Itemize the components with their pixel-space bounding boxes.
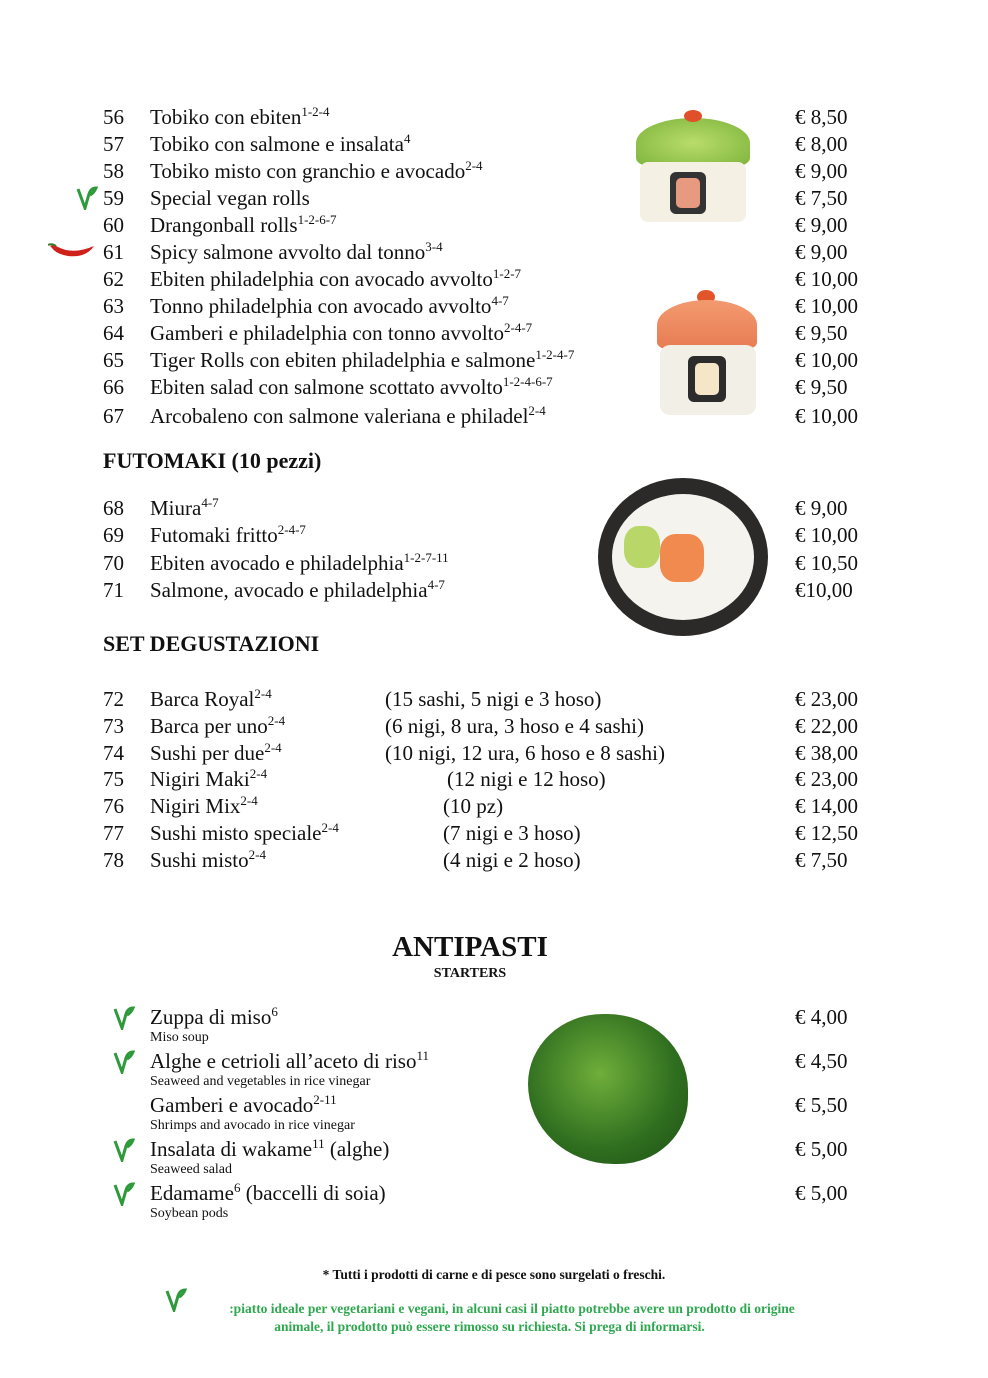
item-name-wrap <box>150 1180 386 1209</box>
item-name: Ebiten philadelphia con avocado avvolto <box>150 267 493 291</box>
allergen-codes: 1-2-6-7 <box>297 212 337 227</box>
item-name-wrap <box>150 713 285 742</box>
item-english-name: Seaweed salad <box>150 1162 233 1177</box>
vegan-legend-line-2: animale, il prodotto può essere rimosso su richiesta. Si prega di informarsi. <box>274 1319 705 1334</box>
item-english-name: Miso soup <box>150 1030 209 1045</box>
item-number: 76 <box>103 794 124 819</box>
item-number: 72 <box>103 687 124 711</box>
item-price: € 10,00 <box>795 348 858 372</box>
antipasti-heading: ANTIPASTI <box>392 931 548 963</box>
item-price: € 9,00 <box>795 213 848 237</box>
allergen-codes: 3-4 <box>425 239 443 254</box>
item-name-wrap <box>150 793 258 822</box>
item-name-wrap <box>150 550 449 579</box>
item-number: 69 <box>103 523 124 548</box>
item-price: € 22,00 <box>795 713 858 738</box>
menu-item-row <box>0 239 988 265</box>
item-price: € 9,50 <box>795 375 848 399</box>
menu-item-row <box>0 686 988 712</box>
allergen-codes: 2-4 <box>249 766 268 782</box>
item-name-extra: (alghe) <box>324 1137 390 1161</box>
item-number: 75 <box>103 767 124 792</box>
menu-item-row <box>0 266 988 292</box>
item-name: Tobiko misto con granchio e avocado <box>150 159 466 183</box>
item-price: € 7,50 <box>795 847 848 872</box>
item-number: 78 <box>103 847 124 872</box>
menu-item-row <box>0 185 988 211</box>
item-detail: (6 nigi, 8 ura, 3 hoso e 4 sashi) <box>385 713 644 738</box>
menu-item-row <box>0 550 988 576</box>
allergen-codes: 6 <box>233 1180 241 1195</box>
menu-item-row <box>0 793 988 819</box>
menu-item-row <box>0 403 988 429</box>
item-number: 65 <box>103 348 124 372</box>
allergen-codes: 2-4 <box>321 820 339 835</box>
item-name-wrap <box>150 1004 278 1033</box>
vegan-leaf-icon <box>113 1050 135 1074</box>
allergen-codes: 2-11 <box>313 1092 337 1107</box>
item-english-name: Soybean pods <box>150 1206 229 1221</box>
item-number: 70 <box>103 550 124 575</box>
item-price: € 9,00 <box>795 159 848 183</box>
allergen-codes: 4-7 <box>201 495 219 510</box>
item-price: € 8,50 <box>795 105 848 129</box>
item-detail: (10 pz) <box>443 794 504 819</box>
starters-subheading: STARTERS <box>433 966 507 981</box>
item-price: € 7,50 <box>795 186 848 210</box>
menu-item-row <box>0 374 988 400</box>
item-name: Nigiri Maki <box>150 767 250 792</box>
item-detail: (12 nigi e 12 hoso) <box>447 767 606 792</box>
item-number: 57 <box>103 132 124 156</box>
item-number: 77 <box>103 821 124 845</box>
item-name-wrap <box>150 374 553 403</box>
vegan-leaf-icon <box>113 1182 135 1206</box>
menu-item-row <box>0 158 988 184</box>
item-name: Alghe e cetrioli all’aceto di riso <box>150 1049 417 1073</box>
item-name-wrap <box>150 403 546 432</box>
allergen-codes: 6 <box>271 1004 278 1019</box>
item-name-wrap <box>150 577 445 606</box>
item-name-wrap <box>150 495 219 524</box>
menu-item-row <box>0 522 988 548</box>
item-name: Salmone, avocado e philadelphia <box>150 578 428 603</box>
futomaki-heading: FUTOMAKI (10 pezzi) <box>103 448 322 473</box>
item-number: 67 <box>103 404 124 428</box>
item-price: €10,00 <box>795 578 853 603</box>
item-number: 73 <box>103 713 124 738</box>
item-name: Nigiri Mix <box>150 794 241 819</box>
item-name-wrap <box>150 522 306 551</box>
item-price: € 10,50 <box>795 550 858 575</box>
footer-note: * Tutti i prodotti di carne e di pesce sono surgelati o freschi. <box>322 1267 666 1282</box>
item-name: Sushi misto <box>150 847 249 872</box>
item-name: Tiger Rolls con ebiten philadelphia e salmone <box>150 348 536 372</box>
allergen-codes: 2-4 <box>465 158 483 173</box>
allergen-codes: 4-7 <box>427 577 445 593</box>
menu-item-row <box>0 495 988 521</box>
item-name-wrap <box>150 740 282 769</box>
item-name-wrap <box>150 293 509 322</box>
allergen-codes: 1-2-4 <box>301 104 330 119</box>
item-name: Sushi per due <box>150 740 265 765</box>
item-name-wrap <box>150 131 410 160</box>
item-number: 64 <box>103 321 124 345</box>
menu-item-row <box>0 320 988 346</box>
allergen-codes: 2-4 <box>248 846 266 862</box>
item-english-name: Seaweed and vegetables in rice vinegar <box>150 1074 371 1089</box>
item-name: Tobiko con ebiten <box>150 105 302 129</box>
item-english-name: Shrimps and avocado in rice vinegar <box>150 1118 355 1133</box>
allergen-codes: 1-2-7-11 <box>403 549 449 565</box>
item-name-wrap <box>150 686 272 715</box>
item-price: € 4,00 <box>795 1005 848 1029</box>
item-number: 74 <box>103 740 124 765</box>
allergen-codes: 2-4 <box>264 739 282 755</box>
item-name: Gamberi e avocado <box>150 1093 314 1117</box>
item-price: € 5,50 <box>795 1093 848 1117</box>
item-price: € 10,00 <box>795 404 858 428</box>
item-name: Tobiko con salmone e insalata <box>150 132 404 156</box>
item-name: Ebiten salad con salmone scottato avvolto <box>150 375 503 399</box>
item-name: Miura <box>150 496 202 520</box>
allergen-codes: 2-4 <box>528 403 546 418</box>
item-price: € 5,00 <box>795 1181 848 1205</box>
menu-item-row <box>0 1004 988 1030</box>
item-name-wrap <box>150 347 574 376</box>
item-name: Drangonball rolls <box>150 213 298 237</box>
menu-item-row <box>0 1180 988 1206</box>
item-number: 63 <box>103 294 124 318</box>
allergen-codes: 4-7 <box>491 293 509 308</box>
item-number: 66 <box>103 375 124 399</box>
item-name: Edamame <box>150 1181 234 1205</box>
item-price: € 12,50 <box>795 821 858 845</box>
item-name-wrap <box>150 158 483 187</box>
vegan-leaf-icon <box>113 1138 135 1162</box>
allergen-codes: 4 <box>403 131 411 146</box>
allergen-codes: 2-4-7 <box>277 522 306 538</box>
item-name: Futomaki fritto <box>150 523 278 548</box>
item-name-wrap <box>150 320 532 349</box>
allergen-codes: 2-4-7 <box>504 320 533 335</box>
item-name-wrap <box>150 1048 429 1077</box>
menu-item-row <box>0 1048 988 1074</box>
item-number: 56 <box>103 105 124 129</box>
item-name-wrap <box>150 820 339 849</box>
item-name: Barca per uno <box>150 713 268 738</box>
item-name-wrap <box>150 239 443 268</box>
item-price: € 9,50 <box>795 321 848 345</box>
vegan-leaf-icon <box>76 186 98 210</box>
item-name: Sushi misto speciale <box>150 821 322 845</box>
chili-pepper-icon <box>48 243 96 259</box>
item-price: € 23,00 <box>795 687 858 711</box>
item-name-wrap <box>150 266 521 295</box>
item-number: 60 <box>103 213 124 237</box>
item-name-wrap <box>150 185 310 211</box>
item-name: Tonno philadelphia con avocado avvolto <box>150 294 492 318</box>
item-name-wrap <box>150 1092 337 1121</box>
item-price: € 10,00 <box>795 294 858 318</box>
item-price: € 14,00 <box>795 794 858 819</box>
menu-item-row <box>0 293 988 319</box>
item-name-wrap <box>150 766 267 795</box>
item-detail: (10 nigi, 12 ura, 6 hoso e 8 sashi) <box>385 740 665 765</box>
item-detail: (7 nigi e 3 hoso) <box>443 821 581 845</box>
item-price: € 10,00 <box>795 267 858 291</box>
item-price: € 5,00 <box>795 1137 848 1161</box>
item-detail: (4 nigi e 2 hoso) <box>443 847 581 872</box>
item-price: € 4,50 <box>795 1049 848 1073</box>
menu-item-row <box>0 1092 988 1118</box>
vegan-legend <box>0 1300 988 1336</box>
item-number: 68 <box>103 496 124 520</box>
item-name: Spicy salmone avvolto dal tonno <box>150 240 426 264</box>
item-number: 61 <box>103 240 124 264</box>
menu-item-row <box>0 713 988 739</box>
item-name: Barca Royal <box>150 687 255 711</box>
allergen-codes: 2-4 <box>254 686 272 701</box>
allergen-codes: 11 <box>416 1048 430 1063</box>
set-degustazioni-heading: SET DEGUSTAZIONI <box>103 631 320 656</box>
item-number: 71 <box>103 578 124 603</box>
item-name-wrap <box>150 212 337 241</box>
item-price: € 8,00 <box>795 132 848 156</box>
item-name-wrap <box>150 104 330 133</box>
allergen-codes: 1-2-4-7 <box>535 347 575 362</box>
menu-item-row <box>0 820 988 846</box>
item-price: € 23,00 <box>795 767 858 792</box>
item-name: Insalata di wakame <box>150 1137 313 1161</box>
item-price: € 9,00 <box>795 240 848 264</box>
item-number: 59 <box>103 186 124 210</box>
menu-item-row <box>0 1136 988 1162</box>
menu-item-row <box>0 104 988 130</box>
allergen-codes: 2-4 <box>240 793 258 809</box>
item-name: Gamberi e philadelphia con tonno avvolto <box>150 321 504 345</box>
item-price: € 9,00 <box>795 496 848 520</box>
item-name: Zuppa di miso <box>150 1005 272 1029</box>
item-name-extra: (baccelli di soia) <box>240 1181 386 1205</box>
menu-item-row <box>0 766 988 792</box>
item-name-wrap <box>150 847 266 876</box>
item-price: € 10,00 <box>795 523 858 548</box>
vegan-leaf-icon <box>113 1006 135 1030</box>
item-name-wrap <box>150 1136 389 1165</box>
item-name: Arcobaleno con salmone valeriana e philadel <box>150 404 529 428</box>
menu-item-row <box>0 847 988 873</box>
item-number: 58 <box>103 159 124 183</box>
item-name: Ebiten avocado e philadelphia <box>150 550 404 575</box>
menu-item-row <box>0 347 988 373</box>
item-price: € 38,00 <box>795 740 858 765</box>
menu-item-row <box>0 740 988 766</box>
item-number: 62 <box>103 267 124 291</box>
menu-item-row <box>0 131 988 157</box>
allergen-codes: 11 <box>312 1136 325 1151</box>
allergen-codes: 1-2-4-6-7 <box>502 374 553 389</box>
allergen-codes: 1-2-7 <box>492 266 522 281</box>
menu-item-row <box>0 577 988 603</box>
allergen-codes: 2-4 <box>267 712 286 728</box>
menu-item-row <box>0 212 988 238</box>
item-name: Special vegan rolls <box>150 186 310 210</box>
item-detail: (15 sashi, 5 nigi e 3 hoso) <box>385 687 602 711</box>
vegan-legend-line-1: :piatto ideale per vegetariani e vegani, in alcuni casi il piatto potrebbe avere un prodotto di origine <box>229 1301 795 1316</box>
